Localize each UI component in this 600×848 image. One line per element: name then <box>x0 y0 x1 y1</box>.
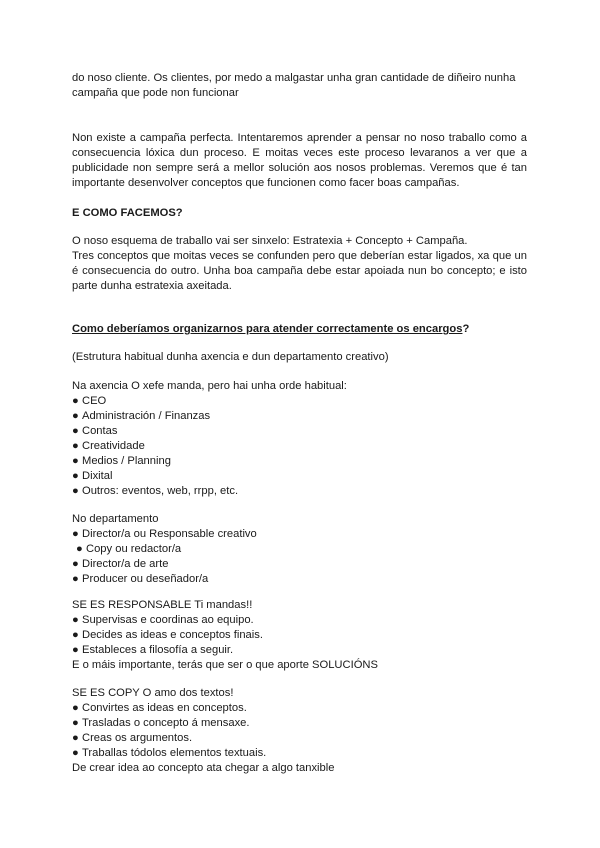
list-item: ● Copy ou redactor/a <box>76 543 182 555</box>
organize-section <box>72 322 527 337</box>
perfect-campaign-text: Non existe a campaña perfecta. Intentaremos aprender a pensar no noso traballo como a consecuencia lóxica dun proceso. E moitas veces este proceso levaranos a ver que a publicidade non sempre será a mellor solución aos nosos problemas. Veremos que é tan importante desenvolver conceptos que funcionen como facer boas campañas. <box>72 132 527 189</box>
bullet-icon: ● <box>72 395 79 407</box>
perfect-campaign-paragraph <box>72 131 527 191</box>
copy-intro: SE ES COPY O amo dos textos! <box>72 687 234 699</box>
list-item: ● Trasladas o concepto á mensaxe. <box>72 717 250 729</box>
bullet-icon: ● <box>76 543 83 555</box>
bullet-icon: ● <box>72 485 79 497</box>
bullet-icon: ● <box>72 629 79 641</box>
list-item: ● Contas <box>72 425 118 437</box>
responsable-closing: E o máis importante, terás que ser o que aporte SOLUCIÓNS <box>72 659 378 671</box>
bullet-icon: ● <box>72 528 79 540</box>
agency-intro: Na axencia O xefe manda, pero hai unha orde habitual: <box>72 380 347 392</box>
bullet-icon: ● <box>72 573 79 585</box>
list-item: ● Producer ou deseñador/a <box>72 573 209 585</box>
list-item: ● Convirtes as ideas en conceptos. <box>72 702 247 714</box>
bullet-icon: ● <box>72 470 79 482</box>
copy-list <box>72 701 527 761</box>
scheme-paragraph <box>72 234 527 294</box>
agency-section <box>72 379 527 499</box>
how-section <box>72 206 527 221</box>
organize-heading: Como deberíamos organizarnos para atender correctamente os encargos <box>72 323 463 335</box>
list-item: ● Supervisas e coordinas ao equipo. <box>72 614 254 626</box>
copy-closing: De crear idea ao concepto ata chegar a algo tanxible <box>72 762 335 774</box>
list-item: ● Director/a ou Responsable creativo <box>72 528 257 540</box>
bullet-icon: ● <box>72 702 79 714</box>
list-item: ● Estableces a filosofía a seguir. <box>72 644 234 656</box>
bullet-icon: ● <box>72 747 79 759</box>
organize-heading-line <box>72 322 527 337</box>
bullet-icon: ● <box>72 644 79 656</box>
organize-subtitle: (Estrutura habitual dunha axencia e dun departamento creativo) <box>72 351 389 363</box>
bullet-icon: ● <box>72 455 79 467</box>
agency-list <box>72 394 527 499</box>
bullet-icon: ● <box>72 440 79 452</box>
department-intro: No departamento <box>72 513 159 525</box>
department-section <box>72 512 527 587</box>
organize-heading-mark: ? <box>462 323 470 335</box>
bullet-icon: ● <box>72 558 79 570</box>
list-item: ● Dixital <box>72 470 113 482</box>
bullet-icon: ● <box>72 732 79 744</box>
responsable-section <box>72 598 527 673</box>
responsable-intro: SE ES RESPONSABLE Ti mandas!! <box>72 599 253 611</box>
list-item: ● Director/a de arte <box>72 558 169 570</box>
list-item: ● Creatividade <box>72 440 145 452</box>
scheme-text: Tres conceptos que moitas veces se confunden pero que deberían estar ligados, xa que un é consecuencia do outro. Unha boa campaña debe estar apoiada nun bo concepto; e isto parte dunha estratexia axeitada. <box>72 250 527 292</box>
scheme-line-1: O noso esquema de traballo vai ser sinxelo: Estratexia + Concepto + Campaña. <box>72 235 468 247</box>
how-heading: E COMO FACEMOS? <box>72 207 183 219</box>
list-item: ● Medios / Planning <box>72 455 171 467</box>
bullet-icon: ● <box>72 425 79 437</box>
bullet-icon: ● <box>72 614 79 626</box>
copy-section <box>72 686 527 776</box>
intro-line-1: do noso cliente. Os clientes, por medo a malgastar unha gran cantidade de diñeiro nunha <box>72 72 516 84</box>
list-item: ● CEO <box>72 395 107 407</box>
responsable-list <box>72 613 527 658</box>
list-item: ● Creas os argumentos. <box>72 732 193 744</box>
list-item: ● Traballas tódolos elementos textuais. <box>72 747 267 759</box>
list-item: ● Outros: eventos, web, rrpp, etc. <box>72 485 239 497</box>
organize-subtitle-block <box>72 350 527 365</box>
list-item: ● Administración / Finanzas <box>72 410 211 422</box>
department-list <box>72 527 527 587</box>
bullet-icon: ● <box>72 717 79 729</box>
intro-paragraph <box>72 71 527 101</box>
bullet-icon: ● <box>72 410 79 422</box>
intro-line-2: campaña que pode non funcionar <box>72 87 239 99</box>
list-item: ● Decides as ideas e conceptos finais. <box>72 629 263 641</box>
